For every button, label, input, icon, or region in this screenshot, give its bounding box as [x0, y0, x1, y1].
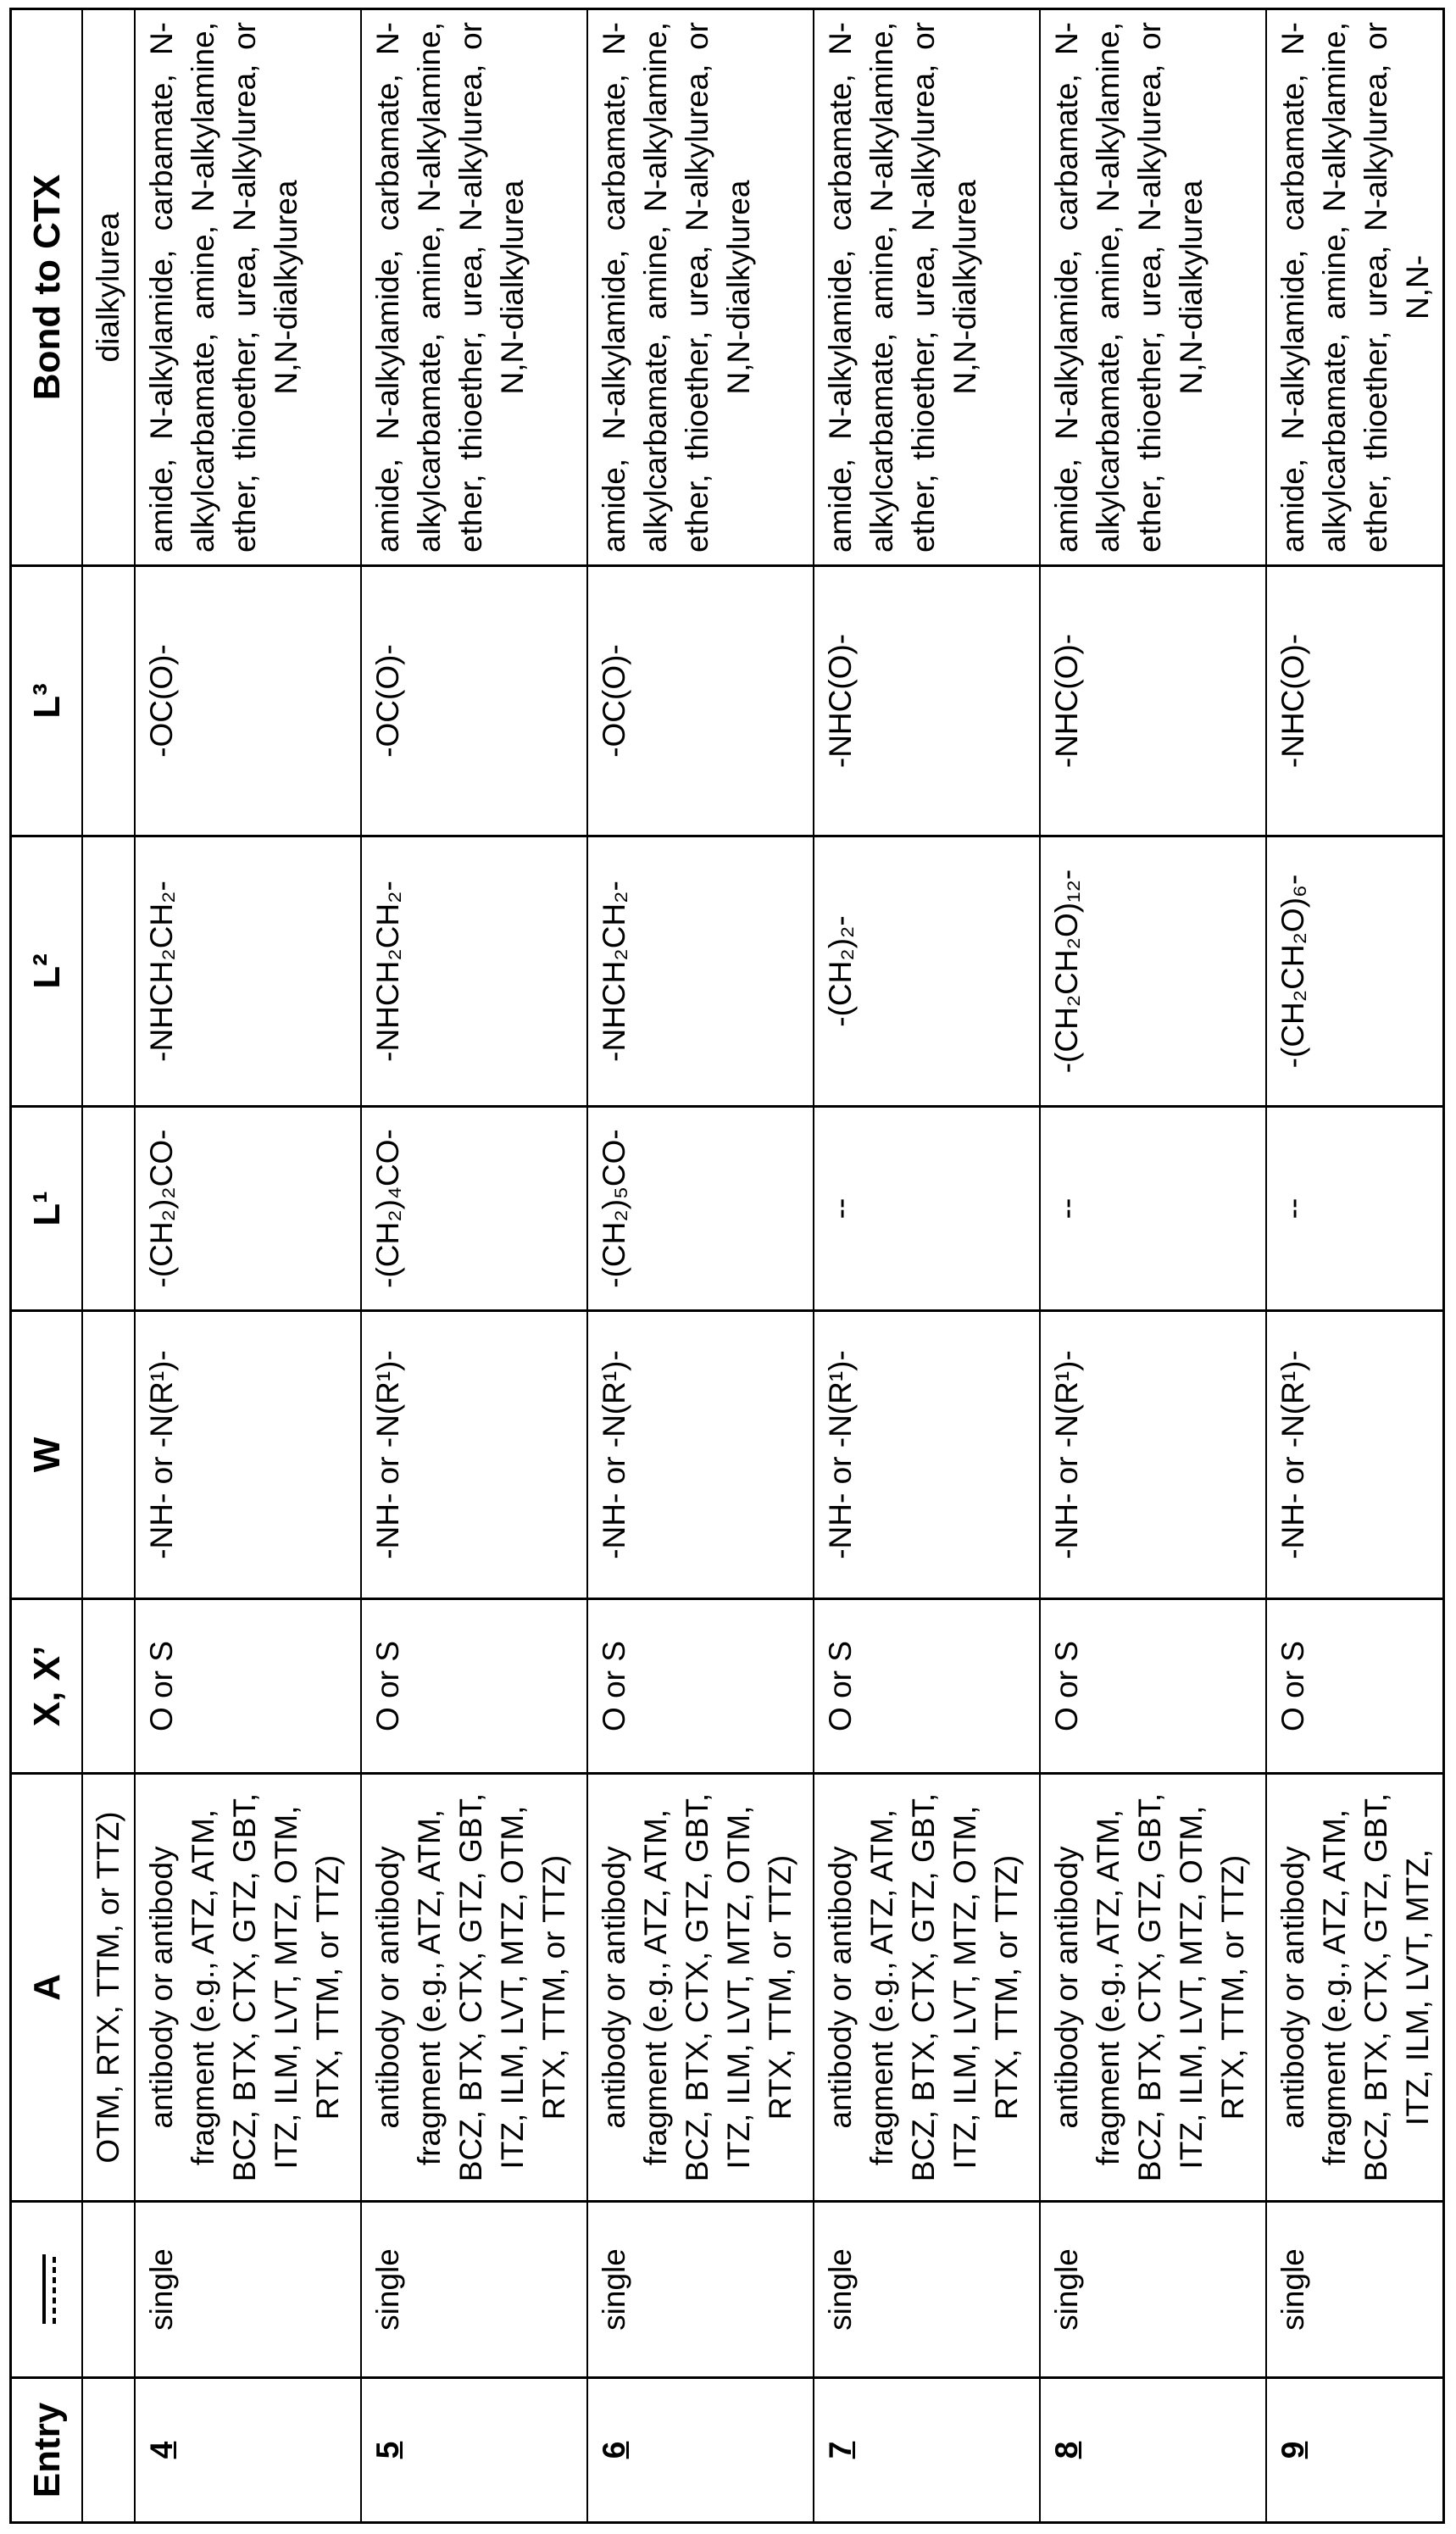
cell-l2: -(CH₂)₂-: [814, 836, 1040, 1107]
cell-bond: single: [135, 2202, 361, 2378]
cell-a: antibody or antibody fragment (e.g., ATZ, ATM, BCZ, BTX, CTX, GTZ, GBT, ITZ, ILM, LVT, MTZ, OTM, RTX, TTM, or TTZ): [1040, 1774, 1266, 2202]
cell-x: O or S: [361, 1599, 587, 1774]
cell-l1: --: [1266, 1107, 1444, 1311]
table-row: [135, 9, 361, 2523]
header-bond-symbol: [11, 2202, 83, 2378]
cell-bond: single: [1040, 2202, 1266, 2378]
empty-cell: [82, 1311, 135, 1599]
cell-l1: --: [814, 1107, 1040, 1311]
cell-l2: -NHCH₂CH₂-: [135, 836, 361, 1107]
cell-l3: -OC(O)-: [135, 566, 361, 836]
cell-x: O or S: [587, 1599, 814, 1774]
table-row: [1266, 9, 1444, 2523]
cell-x: O or S: [135, 1599, 361, 1774]
empty-cell: [82, 566, 135, 836]
cell-x: O or S: [814, 1599, 1040, 1774]
header-row: [11, 9, 83, 2523]
cell-w: -NH- or -N(R¹)-: [361, 1311, 587, 1599]
cell-l3: -NHC(O)-: [1040, 566, 1266, 836]
cell-w: -NH- or -N(R¹)-: [1266, 1311, 1444, 1599]
continued-row: [82, 9, 135, 2523]
cell-a: antibody or antibody fragment (e.g., ATZ, ATM, BCZ, BTX, CTX, GTZ, GBT, ITZ, ILM, LVT, MTZ, OTM, RTX, TTM, or TTZ): [587, 1774, 814, 2202]
cell-bond-to-ctx: dialkylurea: [82, 9, 135, 566]
cell-w: -NH- or -N(R¹)-: [1040, 1311, 1266, 1599]
cell-a: antibody or antibody fragment (e.g., ATZ, ATM, BCZ, BTX, CTX, GTZ, GBT, ITZ, ILM, LVT, MTZ, OTM, RTX, TTM, or TTZ): [135, 1774, 361, 2202]
cell-l1: -(CH₂)₅CO-: [587, 1107, 814, 1311]
cell-l3: -NHC(O)-: [1266, 566, 1444, 836]
cell-l2: -NHCH₂CH₂-: [587, 836, 814, 1107]
cell-bond-to-ctx: amide, N-alkylamide, carbamate, N-alkylcarbamate, amine, N-alkylamine, ether, thioether, urea, N-alkylurea, or N,N-dialkylurea: [814, 9, 1040, 566]
cell-entry: 7: [814, 2378, 1040, 2523]
cell-w: -NH- or -N(R¹)-: [587, 1311, 814, 1599]
cell-l2: -NHCH₂CH₂-: [361, 836, 587, 1107]
cell-bond: single: [361, 2202, 587, 2378]
header-l2: L²: [11, 836, 83, 1107]
empty-cell: [82, 2202, 135, 2378]
cell-a: antibody or antibody fragment (e.g., ATZ, ATM, BCZ, BTX, CTX, GTZ, GBT, ITZ, ILM, LVT, MTZ, OTM, RTX, TTM, or TTZ): [814, 1774, 1040, 2202]
table-row: [587, 9, 814, 2523]
cell-a: antibody or antibody fragment (e.g., ATZ, ATM, BCZ, BTX, CTX, GTZ, GBT, ITZ, ILM, LVT, MTZ, OTM, RTX, TTM, or TTZ): [361, 1774, 587, 2202]
cell-bond-to-ctx: amide, N-alkylamide, carbamate, N-alkylcarbamate, amine, N-alkylamine, ether, thioether, urea, N-alkylurea, or N,N-dialkylurea: [587, 9, 814, 566]
header-a: A: [11, 1774, 83, 2202]
cell-entry: 6: [587, 2378, 814, 2523]
cell-bond-to-ctx: amide, N-alkylamide, carbamate, N-alkylcarbamate, amine, N-alkylamine, ether, thioether, urea, N-alkylurea, or N,N-dialkylurea: [135, 9, 361, 566]
empty-cell: [82, 2378, 135, 2523]
compound-table: [9, 8, 1445, 2524]
cell-entry: 9: [1266, 2378, 1444, 2523]
cell-entry: 4: [135, 2378, 361, 2523]
cell-l1: -(CH₂)₂CO-: [135, 1107, 361, 1311]
cell-bond-to-ctx: amide, N-alkylamide, carbamate, N-alkylcarbamate, amine, N-alkylamine, ether, thioether, urea, N-alkylurea, or N,N-dialkylurea: [361, 9, 587, 566]
empty-cell: [82, 1599, 135, 1774]
table-row: [1040, 9, 1266, 2523]
cell-l1: --: [1040, 1107, 1266, 1311]
header-l1: L¹: [11, 1107, 83, 1311]
header-w: W: [11, 1311, 83, 1599]
cell-entry: 8: [1040, 2378, 1266, 2523]
cell-a: antibody or antibody fragment (e.g., ATZ, ATM, BCZ, BTX, CTX, GTZ, GBT, ITZ, ILM, LVT, MTZ,: [1266, 1774, 1444, 2202]
table-row: [361, 9, 587, 2523]
cell-bond: single: [1266, 2202, 1444, 2378]
cell-w: -NH- or -N(R¹)-: [135, 1311, 361, 1599]
header-entry: Entry: [11, 2378, 83, 2523]
cell-l3: -OC(O)-: [587, 566, 814, 836]
rotated-table-page: [9, 10, 1445, 2524]
header-x: X, X’: [11, 1599, 83, 1774]
cell-l1: -(CH₂)₄CO-: [361, 1107, 587, 1311]
cell-bond-to-ctx: amide, N-alkylamide, carbamate, N-alkylcarbamate, amine, N-alkylamine, ether, thioether, urea, N-alkylurea, or N,N-dialkylurea: [1040, 9, 1266, 566]
table-row: [814, 9, 1040, 2523]
cell-x: O or S: [1040, 1599, 1266, 1774]
cell-l2: -(CH₂CH₂O)₆-: [1266, 836, 1444, 1107]
cell-l3: -OC(O)-: [361, 566, 587, 836]
cell-a: OTM, RTX, TTM, or TTZ): [82, 1774, 135, 2202]
cell-bond: single: [814, 2202, 1040, 2378]
empty-cell: [82, 1107, 135, 1311]
single-or-double-bond-icon: [38, 2253, 60, 2326]
empty-cell: [82, 836, 135, 1107]
cell-bond-to-ctx: amide, N-alkylamide, carbamate, N-alkylcarbamate, amine, N-alkylamine, ether, thioether, urea, N-alkylurea, or N,N-: [1266, 9, 1444, 566]
cell-bond: single: [587, 2202, 814, 2378]
header-bond-to-ctx: Bond to CTX: [11, 9, 83, 566]
cell-l3: -NHC(O)-: [814, 566, 1040, 836]
cell-l2: -(CH₂CH₂O)₁₂-: [1040, 836, 1266, 1107]
header-l3: L³: [11, 566, 83, 836]
cell-x: O or S: [1266, 1599, 1444, 1774]
cell-entry: 5: [361, 2378, 587, 2523]
cell-w: -NH- or -N(R¹)-: [814, 1311, 1040, 1599]
